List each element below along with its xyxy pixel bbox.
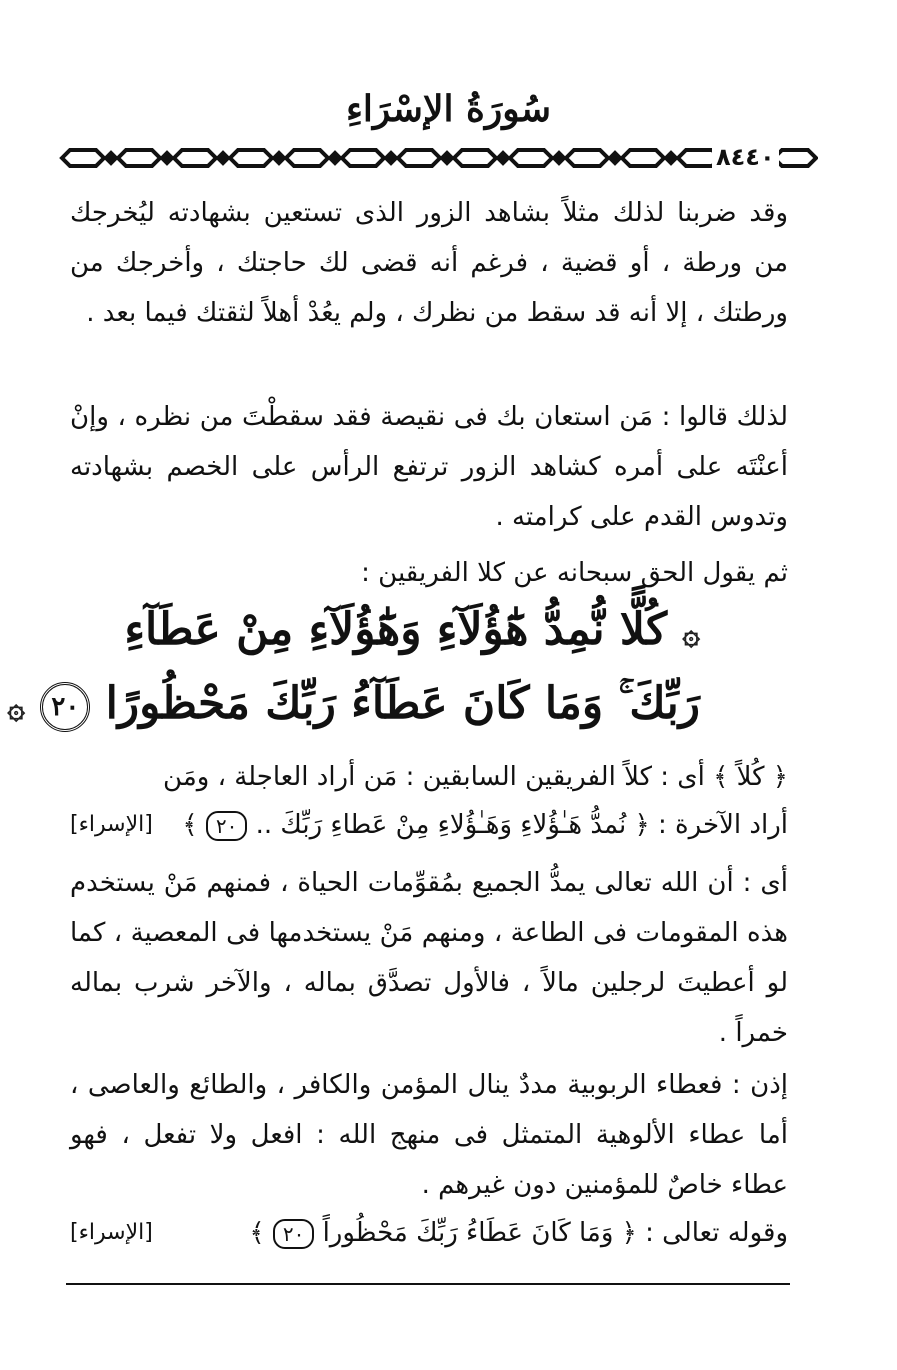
paragraph-3: ثم يقول الحق سبحانه عن كلا الفريقين :: [361, 558, 788, 588]
chain-link: [398, 150, 440, 166]
verse-reference-row-2: [70, 1208, 788, 1258]
chain-link: [342, 150, 384, 166]
chain-link: [230, 150, 272, 166]
reference-close-2: ﴾: [249, 1218, 273, 1248]
quran-verse-line-1: [124, 598, 700, 667]
reference-text-1: أراد الآخرة : ﴿ نُمدُّ هَـٰؤُلاءِ وَهَـٰؤُلاءِ مِنْ عَطاءِ رَبِّكَ ..: [247, 810, 788, 840]
chain-dot: [666, 153, 676, 163]
chain-dot: [162, 153, 172, 163]
verse-open-ornament-icon: ۞: [682, 617, 700, 652]
chain-dot: [330, 153, 340, 163]
reference-verse-number-2: ٢٠: [273, 1219, 314, 1249]
paragraph-1: وقد ضربنا لذلك مثلاً بشاهد الزور الذى تستعين بشهادته ليُخرجك من ورطة ، أو قضية ، فرغم أنه قضى لك حاجتك ، وأخرجك من ورطتك ، إلا أنه قد سقط من نظرك ، ولم يعُدْ أهلاً لثقتك فيما بعد .: [70, 198, 788, 328]
chain-link: [622, 150, 664, 166]
chain-dot: [498, 153, 508, 163]
verse-reference-row-1: [70, 800, 788, 850]
chain-dot: [610, 153, 620, 163]
paragraph-6: أى : أن الله تعالى يمدُّ الجميع بمُقوِّمات الحياة ، فمنهم مَنْ يستخدم هذه المقومات فى الطاعة ، ومنهم مَنْ يستخدمها فى المعصية ، كما لو أعطيتَ لرجلين مالاً ، فالأول تصدَّق بماله ، والآخر شرب بماله خمراً .: [70, 868, 788, 1048]
chain-link-end: [774, 150, 816, 166]
ornamental-header-border: [58, 140, 818, 176]
bottom-rule: [66, 1283, 790, 1285]
reference-close-1: ﴾: [182, 810, 206, 840]
reference-verse-number-1: ٢٠: [206, 811, 247, 841]
paragraph-4: ﴿ كُلاً ﴾ أى : كلاً الفريقين السابقين : مَن أراد العاجلة ، ومَن: [163, 762, 788, 792]
paragraph-7: إذن : فعطاء الربوبية مددٌ ينال المؤمن والكافر ، والطائع والعاصى ، أما عطاء الألوهية المتمثل فى منهج الله : افعل ولا تفعل ، فهو عطاء خاصٌ للمؤمنين دون غيرهم .: [70, 1070, 788, 1200]
quran-verse-line-2: [7, 672, 700, 741]
surah-reference-tag-2: [الإسراء]: [70, 1220, 153, 1245]
chain-dot: [274, 153, 284, 163]
page-number: ٨٤٤٠: [712, 143, 779, 171]
chain-dot: [554, 153, 564, 163]
reference-text-2: وقوله تعالى : ﴿ وَمَا كَانَ عَطَاءُ رَبِّكَ مَحْظُوراً: [314, 1218, 788, 1248]
chain-link: [174, 150, 216, 166]
verse-text-line-1: كُلًّا نُّمِدُّ هَٰٓؤُلَآءِ وَهَٰٓؤُلَآءِ مِنْ عَطَآءِ: [124, 604, 668, 655]
chain-link: [566, 150, 608, 166]
chain-dot: [218, 153, 228, 163]
verse-text-line-2: رَبِّكَ ۚ وَمَا كَانَ عَطَآءُ رَبِّكَ مَحْظُورًا: [105, 678, 700, 729]
surah-title: سُورَةُ الإسْرَاءِ: [345, 88, 552, 130]
chain-link: [286, 150, 328, 166]
chain-dot: [106, 153, 116, 163]
chain-dot: [386, 153, 396, 163]
chain-link: [62, 150, 104, 166]
chain-link: [118, 150, 160, 166]
verse-number-badge: ٢٠: [40, 682, 90, 732]
surah-reference-tag-1: [الإسراء]: [70, 812, 153, 837]
verse-close-ornament-icon: ۞: [7, 691, 25, 726]
chain-link: [454, 150, 496, 166]
paragraph-2: لذلك قالوا : مَن استعان بك فى نقيصة فقد سقطْتَ من نظره ، وإنْ أعنْتَه على أمره كشاهد الزور ترتفع الرأس على الخصم بشهادته وتدوس القدم على كرامته .: [70, 402, 788, 532]
chain-dot: [442, 153, 452, 163]
chain-link: [510, 150, 552, 166]
